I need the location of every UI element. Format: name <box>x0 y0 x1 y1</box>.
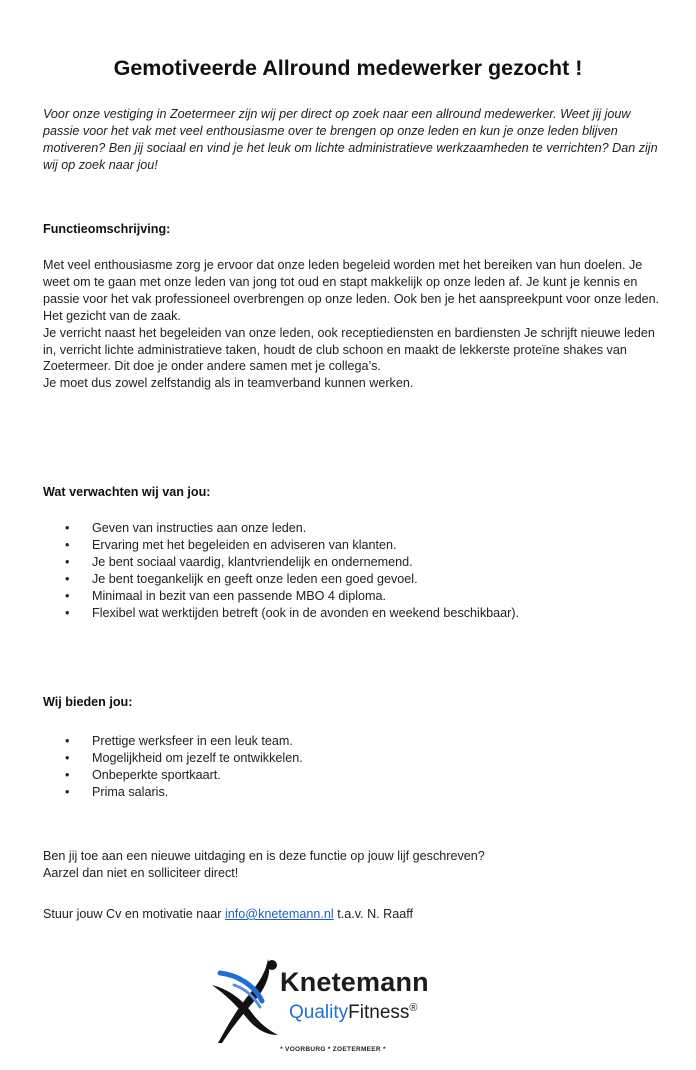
bullet-icon: • <box>65 588 70 603</box>
verwachten-list <box>43 520 663 621</box>
verwachten-heading: Wat verwachten wij van jou: <box>43 485 211 499</box>
bullet-icon: • <box>65 537 70 552</box>
logo-locations: * VOORBURG * ZOETERMEER * <box>280 1046 386 1053</box>
list-item: • Prima salaris. <box>65 784 169 799</box>
runner-swoosh-icon <box>208 955 288 1047</box>
functie-paragraph-3: Je moet dus zowel zelfstandig als in teamverband kunnen werken. <box>43 376 414 391</box>
list-item: • Flexibel wat werktijden betreft (ook in de avonden en weekend beschikbaar). <box>65 605 520 620</box>
intro-paragraph: Voor onze vestiging in Zoetermeer zijn wij per direct op zoek naar een allround medewerker. Weet jij jouw passie voor het vak met veel enthousiasme over te brengen op onze leden en kun je onze leden blijven motiveren? Ben jij sociaal en vind je het leuk om lichte administratieve werkzaamheden te verrichten? Dan zijn wij op zoek naar jou! <box>43 107 658 172</box>
list-item: • Mogelijkheid om jezelf te ontwikkelen. <box>65 750 303 765</box>
bullet-icon: • <box>65 605 70 620</box>
send-prefix: Stuur jouw Cv en motivatie naar <box>43 907 225 921</box>
send-suffix: t.a.v. N. Raaff <box>333 907 414 921</box>
bullet-icon: • <box>65 521 70 535</box>
list-item: • Ervaring met het begeleiden en adviseren van klanten. <box>65 537 397 552</box>
bieden-list <box>43 733 663 801</box>
list-item: • Onbeperkte sportkaart. <box>65 767 221 782</box>
closing-line-2: Aarzel dan niet en solliciteer direct! <box>43 865 239 880</box>
closing-text <box>43 848 663 882</box>
bullet-icon: • <box>65 784 70 799</box>
list-item: • Minimaal in bezit van een passende MBO 4 diploma. <box>65 588 387 603</box>
email-link[interactable]: info@knetemann.nl <box>225 907 334 921</box>
bullet-icon: • <box>65 734 70 748</box>
functie-heading: Functieomschrijving: <box>43 222 171 236</box>
bieden-heading: Wij bieden jou: <box>43 695 133 709</box>
bullet-icon: • <box>65 767 70 782</box>
page-title: Gemotiveerde Allround medewerker gezocht ! <box>113 56 583 80</box>
list-item: • Geven van instructies aan onze leden. <box>65 521 307 535</box>
bullet-icon: • <box>65 750 70 765</box>
application-instruction <box>43 906 663 923</box>
bullet-icon: • <box>65 571 70 586</box>
bullet-icon: • <box>65 554 70 569</box>
company-logo <box>208 955 458 1053</box>
list-item: • Prettige werksfeer in een leuk team. <box>65 734 293 748</box>
closing-line-1: Ben jij toe aan een nieuwe uitdaging en is deze functie op jouw lijf geschreven? <box>43 849 485 863</box>
functie-paragraph-2: Je verricht naast het begeleiden van onze leden, ook receptiediensten en bardiensten Je schrijft nieuwe leden in, verricht lichte administratieve taken, houdt de club schoon en maakt de lekkerste proteïne shakes van Zoetermeer. Dit doe je onder andere samen met je collega’s. <box>43 325 655 374</box>
logo-brand-text: Knetemann <box>280 967 429 997</box>
list-item: • Je bent sociaal vaardig, klantvriendelijk en ondernemend. <box>65 554 413 569</box>
logo-subtitle: QualityFitness® <box>289 1002 418 1023</box>
functie-description <box>43 257 663 392</box>
functie-paragraph-1: Met veel enthousiasme zorg je ervoor dat onze leden begeleid worden met het bereiken van hun doelen. Je weet om te gaan met onze leden van jong tot oud en stapt makkelijk op onze leden af. Je kunt je kennis en passie voor het vak professioneel overbrengen op onze leden. Ook ben je het aanspreekpunt voor onze leden. Het gezicht van de zaak. <box>43 258 660 323</box>
list-item: • Je bent toegankelijk en geeft onze leden een goed gevoel. <box>65 571 418 586</box>
